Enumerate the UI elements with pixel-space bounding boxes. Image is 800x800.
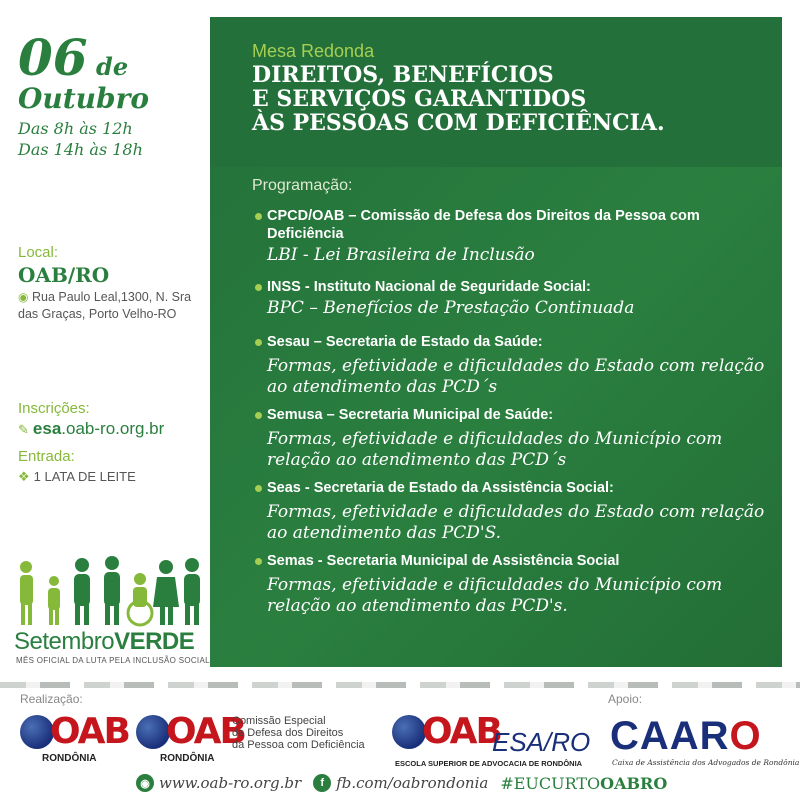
programacao-label: Programação:: [252, 177, 353, 194]
date-day: 06: [18, 28, 88, 87]
program-item-inss: [255, 278, 775, 319]
caaro-o: O: [729, 714, 762, 758]
apoio-label: Apoio:: [608, 692, 643, 706]
commission-line-2: de Defesa dos Direitos: [232, 727, 344, 739]
local-label: Local:: [18, 244, 59, 261]
date-de: de: [96, 52, 129, 81]
oab-letters: OAB: [166, 711, 245, 752]
oab-caption: RONDÔNIA: [160, 753, 215, 764]
program-item-detail: Formas, efetividade e dificuldades do Estado com relação ao atendimento das PCD'S.: [267, 502, 765, 543]
entrada-label: Entrada:: [18, 448, 75, 465]
bullet-icon: [255, 558, 262, 565]
date-hours-afternoon: Das 14h às 18h: [18, 140, 143, 159]
contact-row: [136, 772, 667, 794]
program-item-head: Semas - Secretaria Municipal de Assistência Social: [267, 553, 620, 569]
registration-url-rest: .oab-ro.org.br: [61, 419, 165, 438]
event-title-line-2: E SERVIÇOS GARANTIDOS: [252, 86, 587, 112]
oab-globe-icon: [392, 715, 426, 749]
footer-divider-stripe: [0, 682, 800, 688]
bullet-icon: [255, 284, 262, 291]
entrada-value: 1 LATA DE LEITE: [33, 469, 136, 484]
program-panel: [210, 17, 782, 667]
bullet-icon: [255, 213, 262, 220]
oab-letters: OAB: [50, 711, 129, 752]
program-item-seas: [255, 479, 775, 544]
event-date: [18, 28, 208, 160]
caaro-text: CAAR: [610, 714, 730, 758]
oab-commission-logo: [136, 711, 245, 752]
date-hours-morning: Das 8h às 12h: [18, 119, 133, 138]
facebook-link[interactable]: fb.com/oabrondonia: [336, 774, 489, 792]
date-month: Outubro: [18, 82, 150, 115]
bullet-icon: [255, 339, 262, 346]
address-line-1: Rua Paulo Leal,1300, N. Sra: [31, 290, 192, 304]
registration-link[interactable]: [18, 419, 208, 439]
commission-text: [232, 715, 365, 751]
edit-icon: ✎: [18, 422, 29, 437]
program-item-semas: [255, 552, 775, 617]
program-item-detail: BPC – Benefícios de Prestação Continuada: [267, 298, 635, 318]
esa-ro-logo: [392, 711, 501, 752]
oab-caption: RONDÔNIA: [42, 753, 97, 764]
program-item-detail: LBI - Lei Brasileira de Inclusão: [267, 245, 535, 265]
people-figures-illustration: [14, 555, 204, 627]
map-pin-icon: ◉: [18, 290, 29, 304]
program-item-head: Sesau – Secretaria de Estado da Saúde:: [267, 334, 543, 350]
program-item-head: Semusa – Secretaria Municipal de Saúde:: [267, 407, 554, 423]
event-type: Mesa Redonda: [252, 41, 375, 61]
program-item-head: CPCD/OAB – Comissão de Defesa dos Direitos da Pessoa com Deficiência: [267, 208, 700, 242]
bullet-icon: [255, 412, 262, 419]
program-list: [255, 207, 775, 625]
program-item-detail: Formas, efetividade e dificuldades do Município com relação ao atendimento das PCD´s: [267, 429, 723, 470]
entrada-value-row: [18, 469, 208, 485]
program-item-head: Seas - Secretaria de Estado da Assistência Social:: [267, 480, 614, 496]
registration-url-main: esa: [32, 419, 62, 438]
registration: [18, 400, 208, 439]
oab-rondonia-logo: [20, 711, 129, 752]
campaign-subtitle: MÊS OFICIAL DA LUTA PELA INCLUSÃO SOCIAL: [16, 656, 210, 665]
address: [18, 289, 208, 323]
facebook-icon: f: [313, 774, 331, 792]
caaro-caption: Caixa de Assistência dos Advogados de Rondônia: [612, 758, 800, 767]
program-item-detail: Formas, efetividade e dificuldades do Estado com relação ao atendimento das PCD´s: [267, 356, 765, 397]
bullet-icon: [255, 485, 262, 492]
local-name: OAB/RO: [18, 263, 110, 287]
campaign-title-verde: VERDE: [114, 628, 195, 655]
oab-globe-icon: [136, 715, 170, 749]
program-item-head: INSS - Instituto Nacional de Seguridade Social:: [267, 279, 591, 295]
oab-letters: OAB: [422, 711, 501, 752]
program-item-cpcd: [255, 207, 775, 266]
commission-line-3: da Pessoa com Deficiência: [232, 739, 365, 751]
commission-line-1: Comissão Especial: [232, 715, 326, 727]
oab-globe-icon: [20, 715, 54, 749]
address-line-2: das Graças, Porto Velho-RO: [18, 307, 177, 321]
tag-icon: ❖: [18, 469, 30, 484]
hashtag-part-2: OABRO: [600, 773, 668, 793]
event-title-line-3: ÀS PESSOAS COM DEFICIÊNCIA.: [252, 110, 665, 136]
globe-icon: ◉: [136, 774, 154, 792]
event-location: [18, 244, 208, 323]
hashtag-part-1: #EUCURTO: [500, 773, 601, 793]
program-item-sesau: [255, 333, 775, 398]
campaign-title: [14, 628, 194, 656]
esa-caption: ESCOLA SUPERIOR DE ADVOCACIA DE RONDÔNIA: [395, 759, 583, 768]
entry-fee: [18, 448, 208, 485]
campaign-title-setembro: Setembro: [14, 628, 115, 655]
event-title: [252, 63, 772, 135]
event-title-line-1: DIREITOS, BENEFÍCIOS: [252, 62, 554, 88]
hashtag: [500, 774, 667, 793]
program-item-detail: Formas, efetividade e dificuldades do Município com relação ao atendimento das PCD's.: [267, 575, 723, 616]
esa-text: ESA/RO: [492, 727, 591, 757]
caaro-logo: [610, 715, 762, 757]
realizacao-label: Realização:: [20, 692, 83, 706]
program-item-semusa: [255, 406, 775, 471]
inscricoes-label: Inscrições:: [18, 400, 90, 417]
website-link[interactable]: www.oab-ro.org.br: [159, 774, 302, 792]
